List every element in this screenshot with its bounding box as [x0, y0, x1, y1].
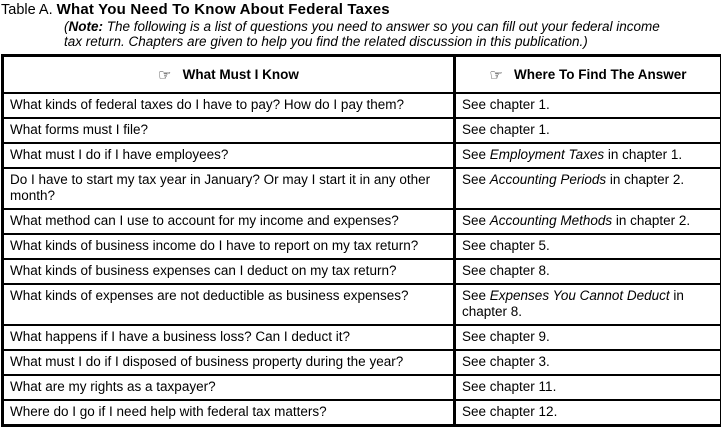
question-cell: What kinds of expenses are not deductible as business expenses? [3, 284, 455, 325]
federal-taxes-table [1, 54, 721, 427]
question-cell: What are my rights as a taxpayer? [3, 375, 455, 400]
question-cell: What kinds of federal taxes do I have to pay? How do I pay them? [3, 93, 455, 118]
answer-cell: See chapter 1. [455, 93, 721, 118]
answer-cell: See chapter 5. [455, 234, 721, 259]
table-row [3, 400, 721, 426]
column-header-label: Where To Find The Answer [513, 67, 687, 83]
table-row [3, 284, 721, 325]
answer-cell: See chapter 1. [455, 118, 721, 143]
table-row [3, 325, 721, 350]
table-row [3, 209, 721, 234]
question-cell: Where do I go if I need help with federal tax matters? [3, 400, 455, 426]
answer-cell: See chapter 11. [455, 375, 721, 400]
table-label: Table A. [1, 2, 53, 18]
table-title [0, 0, 721, 19]
question-cell: What kinds of business expenses can I deduct on my tax return? [3, 259, 455, 284]
question-cell: Do I have to start my tax year in January? Or may I start it in any other month? [3, 168, 455, 209]
table-row [3, 143, 721, 168]
answer-cell: See Expenses You Cannot Deduct in chapter 8. [455, 284, 721, 325]
pointing-hand-icon: ☞ [158, 67, 172, 85]
table-note [0, 20, 665, 49]
answer-cell: See chapter 12. [455, 400, 721, 426]
note-paren: ( [64, 19, 69, 34]
table-row [3, 93, 721, 118]
column-header-what-must-i-know [3, 56, 455, 93]
answer-cell: See chapter 8. [455, 259, 721, 284]
table-row [3, 259, 721, 284]
column-header-where-to-find-answer [455, 56, 721, 93]
table-row [3, 168, 721, 209]
column-header-label: What Must I Know [182, 67, 299, 83]
answer-cell: See Accounting Periods in chapter 2. [455, 168, 721, 209]
answer-cell: See Accounting Methods in chapter 2. [455, 209, 721, 234]
question-cell: What forms must I file? [3, 118, 455, 143]
pointing-hand-icon: ☞ [489, 67, 503, 85]
note-text: The following is a list of questions you need to answer so you can fill out your federal income tax return. Chapters are given to help you find the related discussion in this publication.) [64, 19, 660, 49]
question-cell: What method can I use to account for my income and expenses? [3, 209, 455, 234]
page-title: What You Need To Know About Federal Taxes [56, 1, 390, 18]
table-row [3, 375, 721, 400]
question-cell: What kinds of business income do I have to report on my tax return? [3, 234, 455, 259]
table-row [3, 350, 721, 375]
question-cell: What happens if I have a business loss? Can I deduct it? [3, 325, 455, 350]
table-row [3, 118, 721, 143]
header-row [3, 56, 721, 93]
answer-cell: See chapter 3. [455, 350, 721, 375]
question-cell: What must I do if I disposed of business property during the year? [3, 350, 455, 375]
answer-cell: See Employment Taxes in chapter 1. [455, 143, 721, 168]
question-cell: What must I do if I have employees? [3, 143, 455, 168]
answer-cell: See chapter 9. [455, 325, 721, 350]
note-label: Note: [68, 19, 103, 34]
table-row [3, 234, 721, 259]
